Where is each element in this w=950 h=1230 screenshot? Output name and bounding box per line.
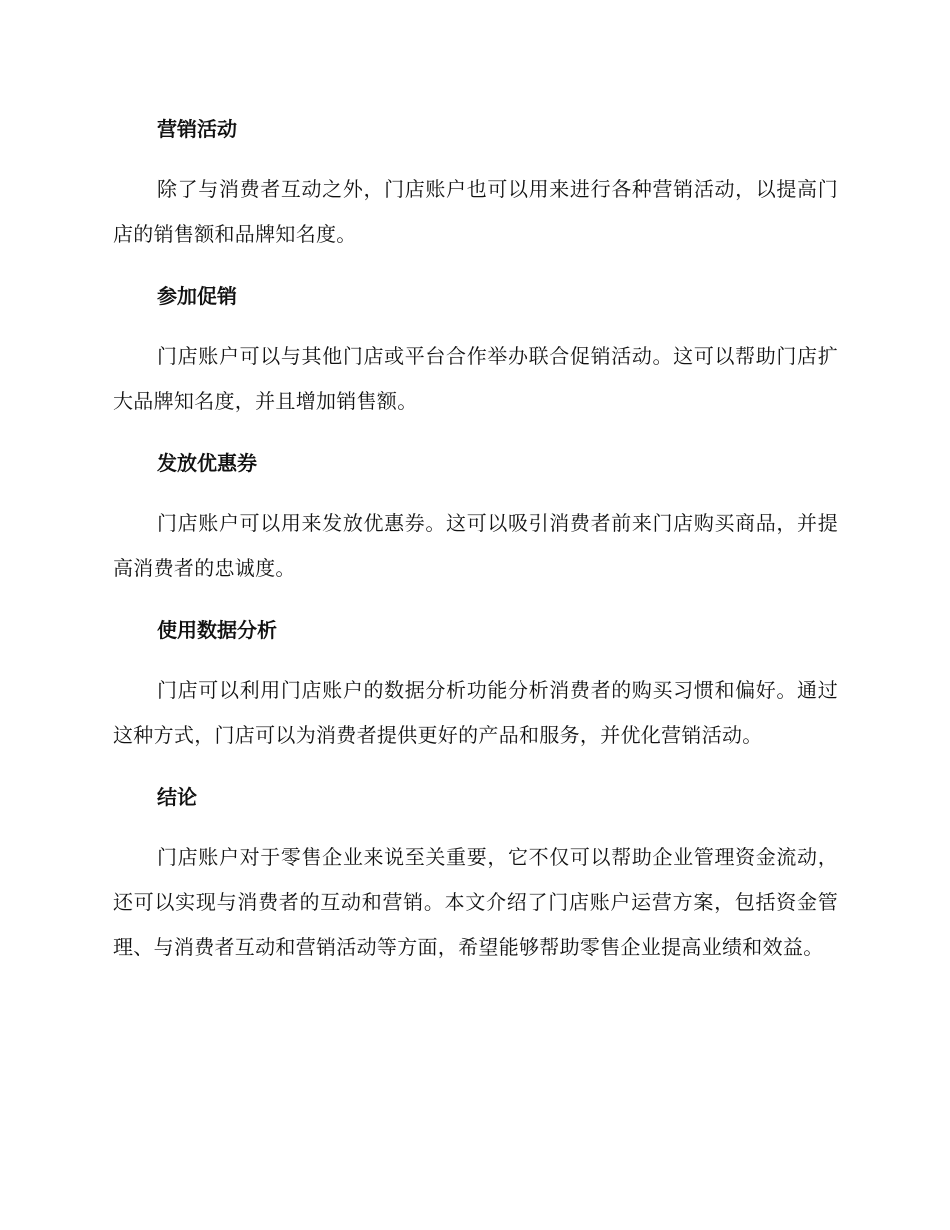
section-marketing-activities: [113, 110, 838, 257]
section-data-analysis: [113, 611, 838, 758]
section-paragraph: 门店账户可以与其他门店或平台合作举办联合促销活动。这可以帮助门店扩大品牌知名度，并且增加销售额。: [113, 344, 838, 413]
section-paragraph: 除了与消费者互动之外，门店账户也可以用来进行各种营销活动，以提高门店的销售额和品牌知名度。: [113, 177, 838, 246]
section-paragraph: 门店账户对于零售企业来说至关重要，它不仅可以帮助企业管理资金流动，还可以实现与消费者的互动和营销。本文介绍了门店账户运营方案，包括资金管理、与消费者互动和营销活动等方面，希望能够帮助零售企业提高业绩和效益。: [113, 845, 838, 959]
section-join-promotion: [113, 277, 838, 424]
section-heading: 营销活动: [157, 117, 237, 141]
section-paragraph: 门店可以利用门店账户的数据分析功能分析消费者的购买习惯和偏好。通过这种方式，门店可以为消费者提供更好的产品和服务，并优化营销活动。: [113, 678, 838, 747]
section-coupons: [113, 444, 838, 591]
section-paragraph: 门店账户可以用来发放优惠券。这可以吸引消费者前来门店购买商品，并提高消费者的忠诚度。: [113, 511, 838, 580]
section-heading: 使用数据分析: [157, 618, 277, 642]
section-heading: 参加促销: [157, 284, 237, 308]
section-heading: 结论: [157, 785, 197, 809]
section-conclusion: [113, 778, 838, 970]
section-heading: 发放优惠券: [157, 451, 257, 475]
